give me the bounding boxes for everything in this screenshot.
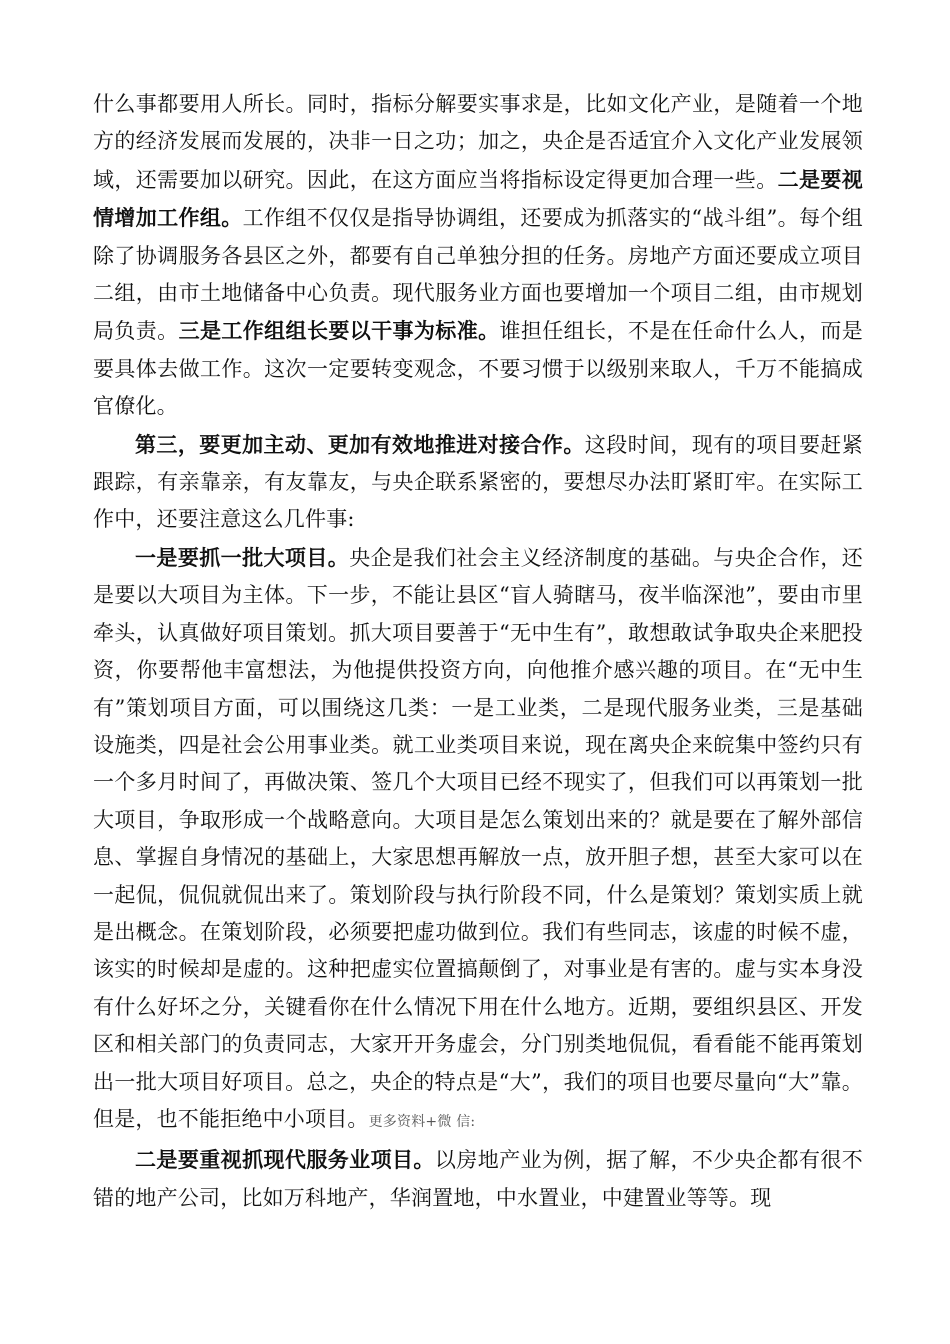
- promo-note: 更多资料+微 信:: [368, 1113, 476, 1130]
- paragraph-1-text-3: 谁担任组长，不是在任命什么人，而是要具体去做工作。这次一定要转变观念，不要习惯于以级别来取人，千万不能搞成官僚化。: [93, 319, 863, 419]
- paragraph-1-heading-2: 三是工作组组长要以干事为标准。: [178, 318, 500, 344]
- paragraph-2-heading: 第三，要更加主动、更加有效地推进对接合作。: [135, 431, 585, 457]
- paragraph-2-text: 这段时间，现有的项目要赶紧跟踪，有亲靠亲，有友靠友，与央企联系紧密的，要想尽办法盯紧盯牢。在实际工作中，还要注意这么几件事:: [93, 432, 863, 532]
- paragraph-1: [93, 86, 863, 426]
- paragraph-4: [93, 1141, 863, 1217]
- paragraph-1-heading-1: 二是要视情增加工作组。: [93, 166, 863, 231]
- paragraph-3: [93, 539, 863, 1142]
- paragraph-3-text: 央企是我们社会主义经济制度的基础。与央企合作，还是要以大项目为主体。下一步，不能让县区“盲人骑瞎马，夜半临深池”，要由市里牵头，认真做好项目策划。抓大项目要善于“无中生有”，敢想敢试争取央企来肥投资，你要帮他丰富想法，为他提供投资方向，向他推介感兴趣的项目。在“无中生有”策划项目方面，可以围绕这几类：一是工业类，二是现代服务业类，三是基础设施类，四是社会公用事业类。就工业类项目来说，现在离央企来皖集中签约只有一个多月时间了，再做决策、签几个大项目已经不现实了，但我们可以再策划一批大项目，争取形成一个战略意向。大项目是怎么策划出来的？就是要在了解外部信息、掌握自身情况的基础上，大家思想再解放一点，放开胆子想，甚至大家可以在一起侃，侃侃就侃出来了。策划阶段与执行阶段不同，什么是策划？策划实质上就是出概念。在策划阶段，必须要把虚功做到位。我们有些同志，该虚的时候不虚，该实的时候却是虚的。这种把虚实位置搞颠倒了，对事业是有害的。虚与实本身没有什么好坏之分，关键看你在什么情况下用在什么地方。近期，要组织县区、开发区和相关部门的负责同志，大家开开务虚会，分门别类地侃侃，看看能不能再策划出一批大项目好项目。总之，央企的特点是“大”，我们的项目也要尽量向“大”靠。但是，也不能拒绝中小项目。: [93, 545, 863, 1131]
- document-page: [93, 86, 863, 1217]
- paragraph-4-text: 以房地产业为例，据了解，不少央企都有很不错的地产公司，比如万科地产，华润置地，中水置业，中建置业等等。现: [93, 1148, 863, 1210]
- paragraph-2: [93, 426, 863, 539]
- paragraph-3-heading: 一是要抓一批大项目。: [135, 544, 350, 570]
- paragraph-4-heading: 二是要重视抓现代服务业项目。: [135, 1147, 435, 1173]
- paragraph-1-text-1: 什么事都要用人所长。同时，指标分解要实事求是，比如文化产业，是随着一个地方的经济发展而发展的，决非一日之功；加之，央企是否适宜介入文化产业发展领域，还需要加以研究。因此，在这方面应当将指标设定得更加合理一些。: [93, 92, 863, 192]
- paragraph-1-text-2: 工作组不仅仅是指导协调组，还要成为抓落实的“战斗组”。每个组除了协调服务各县区之外，都要有自己单独分担的任务。房地产方面还要成立项目二组，由市土地储备中心负责。现代服务业方面也要增加一个项目二组，由市规划局负责。: [93, 206, 863, 344]
